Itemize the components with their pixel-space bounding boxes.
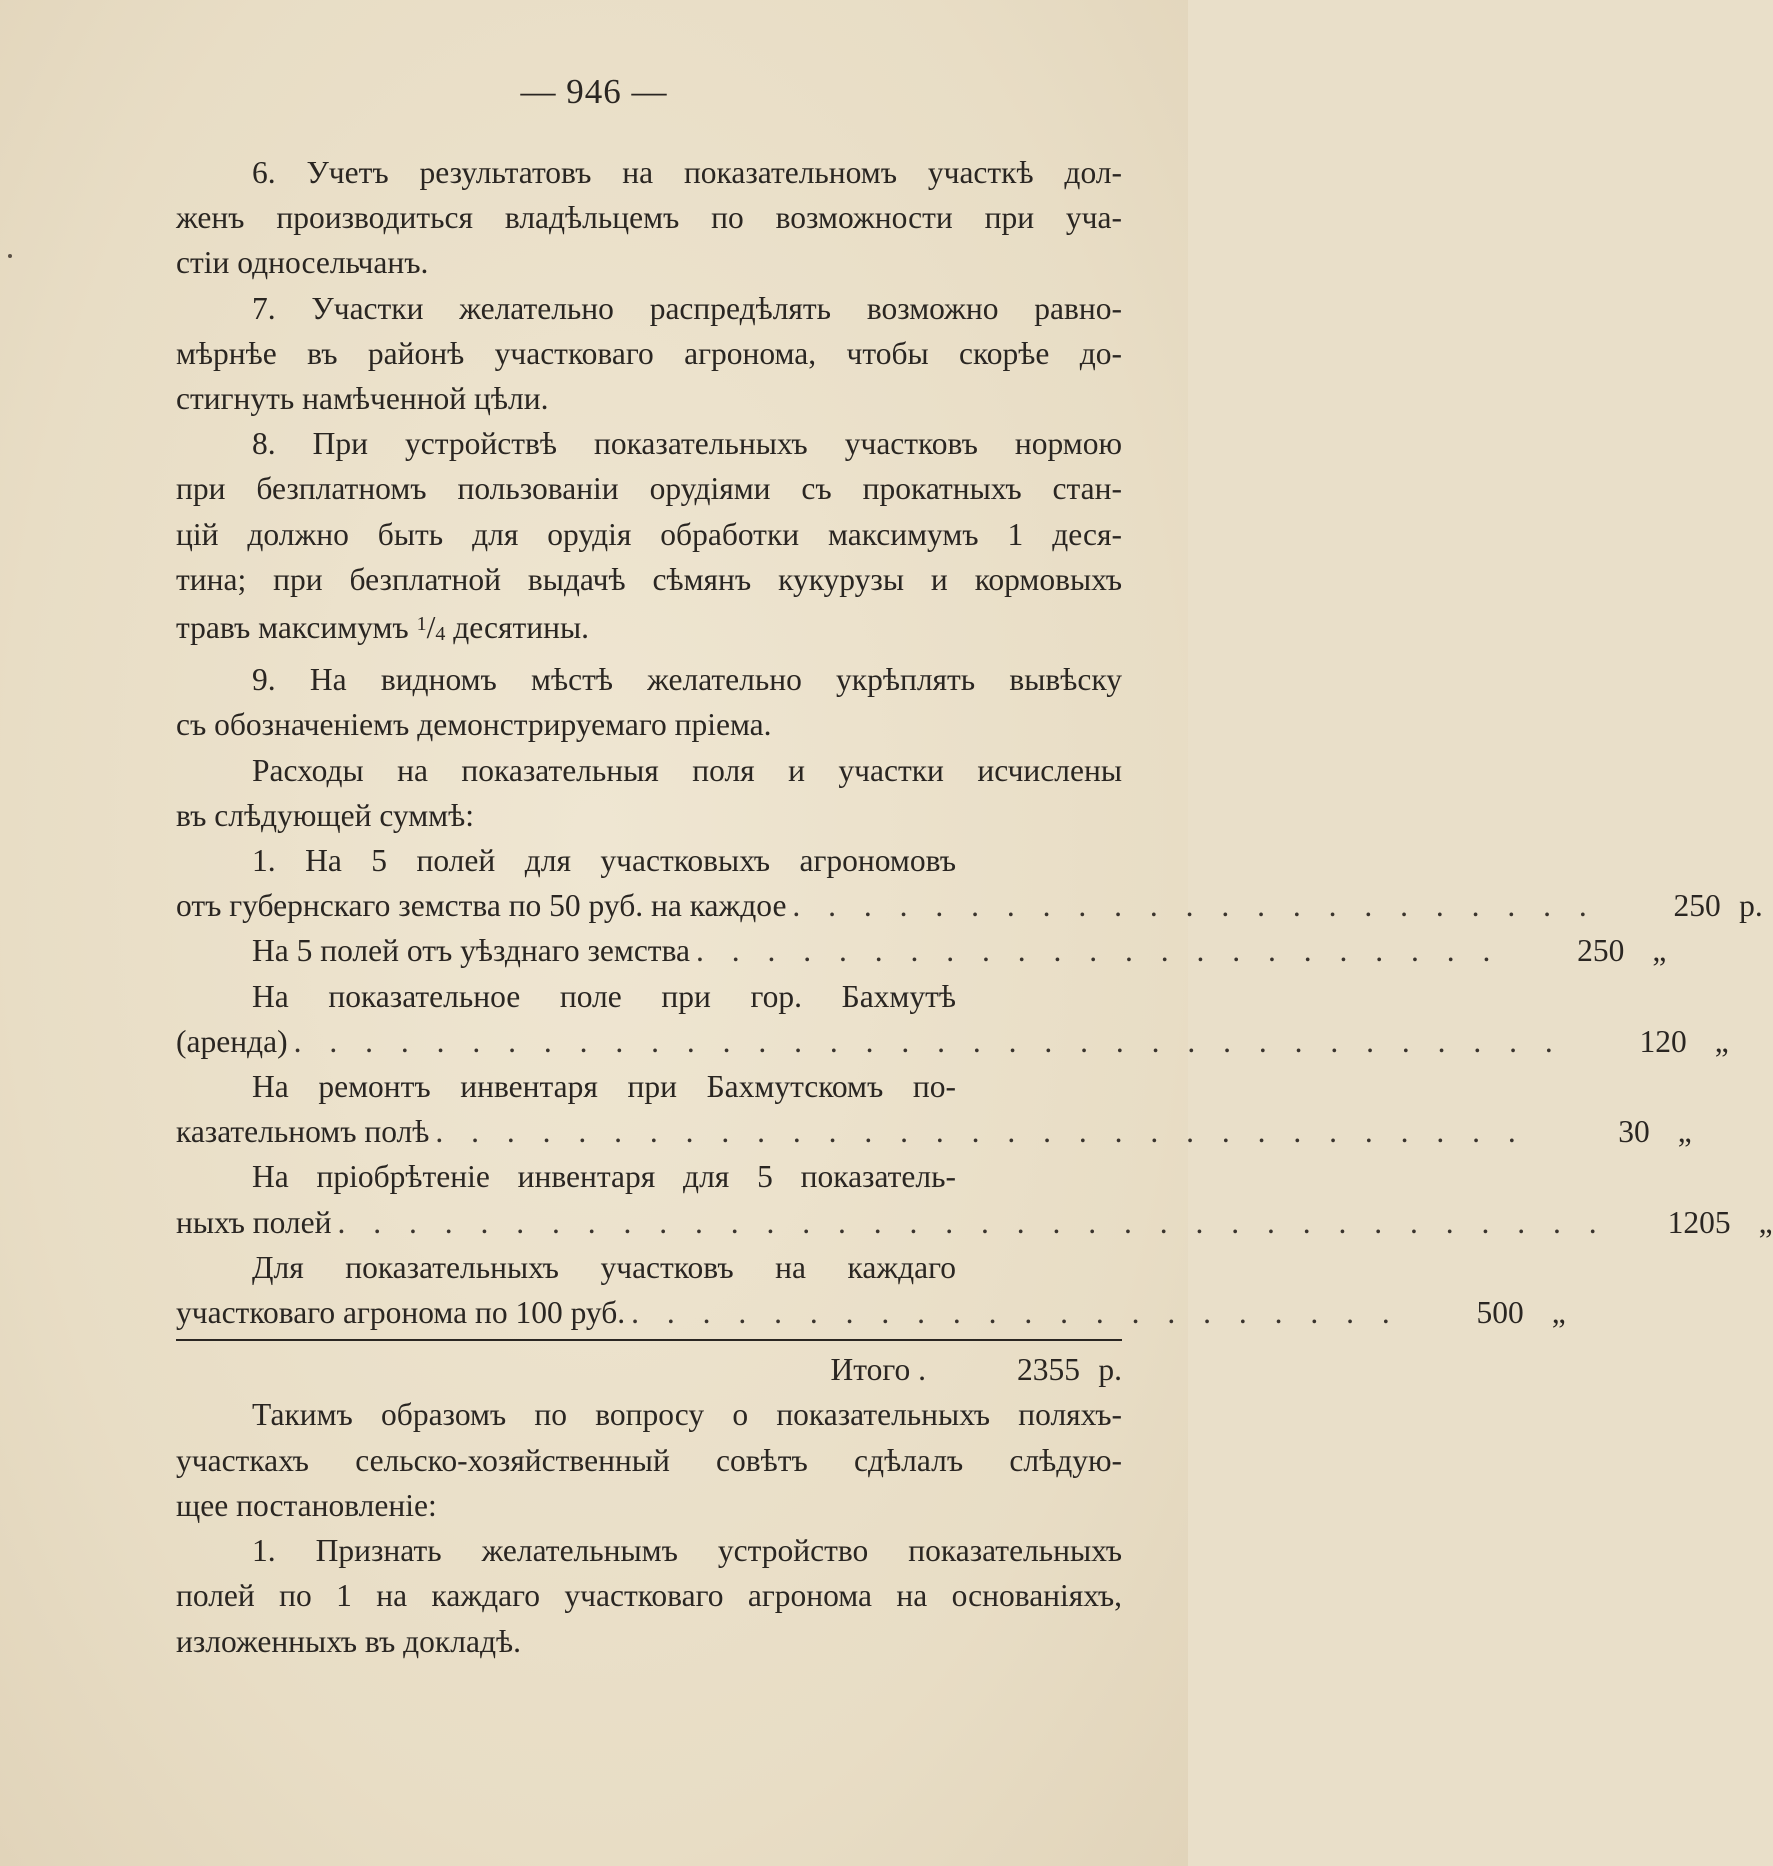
expense-entry: [176, 1064, 1692, 1154]
total-unit: р.: [1098, 1352, 1122, 1388]
page-number: — 946 —: [520, 72, 668, 111]
expense-row: [176, 883, 1763, 928]
page-body: [176, 150, 1773, 1664]
intro-line: Такимъ образомъ по вопросу о показательныхъ поляхъ-: [252, 1397, 1122, 1433]
leader-dots: . . . . . . . . . . . . . . . . . . . . . . . . . . . . . . .: [435, 1114, 1526, 1150]
expense-entry: [176, 974, 1729, 1064]
item-line: съ обозначеніемъ демонстрируемаго пріема.: [176, 707, 772, 743]
item-line: стигнуть намѣченной цѣли.: [176, 381, 549, 417]
item-line: 6. Учетъ результатовъ на показательномъ участкѣ дол-: [252, 155, 1122, 190]
expense-entry: [176, 1154, 1773, 1244]
item-7: [176, 286, 1122, 422]
item-line: 8. При устройствѣ показательныхъ участковъ нормою: [252, 426, 1122, 462]
expense-description: ныхъ полей: [176, 1204, 332, 1240]
expense-row: [176, 1290, 1566, 1335]
item-line: цій должно быть для орудія обработки максимумъ 1 деся-: [176, 516, 1122, 552]
resolution-line: изложенныхъ въ докладѣ.: [176, 1623, 521, 1659]
paper-speck: [8, 254, 12, 258]
expense-description: На показательное поле при гор. Бахмутѣ: [252, 978, 956, 1014]
expense-description: На пріобрѣтеніе инвентаря для 5 показатель-: [252, 1159, 956, 1195]
item-line: стіи односельчанъ.: [176, 245, 429, 281]
expense-description: отъ губернскаго земства по 50 руб. на каждое: [176, 888, 787, 924]
item-line: травъ максимумъ $^1/_4$ десятины.: [176, 610, 589, 646]
expense-unit: „: [1714, 1023, 1729, 1059]
expense-unit: „: [1551, 1295, 1566, 1331]
expense-description: участковаго агронома по 100 руб.: [176, 1295, 626, 1331]
resolution-line: полей по 1 на каждаго участковаго агронома на основаніяхъ,: [176, 1578, 1122, 1614]
expense-amount: 1205: [1667, 1204, 1731, 1240]
intro-line: въ слѣдующей суммѣ:: [176, 797, 474, 833]
expense-row: [176, 1019, 1729, 1064]
item-line: 7. Участки желательно распредѣлять возможно равно-: [252, 290, 1123, 326]
expense-description: Для показательныхъ участковъ на каждаго: [252, 1249, 956, 1285]
expense-unit: „: [1758, 1204, 1773, 1240]
item-9: [176, 657, 1122, 747]
expense-unit: „: [1677, 1114, 1692, 1150]
expense-amount: 120: [1639, 1023, 1687, 1059]
resolution-intro: [176, 1392, 1122, 1528]
expenses-table: [176, 838, 1773, 1392]
leader-dots: . . . . . . . . . . . . . . . . . . . . . . . . . . . . . . . . . . . .: [293, 1023, 1563, 1059]
intro-line: участкахъ сельско-хозяйственный совѣтъ сдѣлалъ слѣдую-: [176, 1442, 1122, 1478]
total-label: Итого .: [830, 1352, 926, 1388]
expense-amount: 30: [1618, 1114, 1650, 1150]
expense-entry: [176, 928, 1667, 973]
intro-line: щее постановленіе:: [176, 1487, 437, 1523]
fraction-numerator: 1: [416, 613, 427, 636]
item-8: [176, 421, 1122, 657]
intro-line: Расходы на показательныя поля и участки исчислены: [252, 752, 1122, 788]
leader-dots: . . . . . . . . . . . . . . . . . . . . . .: [631, 1295, 1400, 1331]
expenses-intro: [176, 748, 1122, 838]
item-line: при безплатномъ пользованіи орудіями съ прокатныхъ стан-: [176, 471, 1122, 507]
expense-description: На 5 полей отъ уѣзднаго земства: [252, 933, 691, 969]
total-row: [176, 1347, 1122, 1392]
expense-amount: 250: [1577, 933, 1625, 969]
expense-row: [176, 1109, 1692, 1154]
resolution-item-1: [176, 1528, 1122, 1664]
expense-row: [176, 928, 1667, 973]
item-line: 9. На видномъ мѣстѣ желательно укрѣплять вывѣску: [252, 662, 1122, 698]
item-6: [176, 150, 1122, 286]
expense-unit: р.: [1739, 888, 1763, 924]
fraction-denominator: 4: [435, 623, 446, 646]
total-amount: 2355: [1017, 1352, 1080, 1388]
resolution-line: 1. Признать желательнымъ устройство показательныхъ: [252, 1533, 1122, 1569]
item-line: мѣрнѣе въ районѣ участковаго агронома, чтобы скорѣе до-: [176, 335, 1122, 371]
expense-description: (аренда): [176, 1023, 288, 1059]
expense-row: [176, 1200, 1773, 1245]
item-line: тина; при безплатной выдачѣ сѣмянъ кукурузы и кормовыхъ: [176, 561, 1122, 597]
expense-description: На ремонтъ инвентаря при Бахмутскомъ по-: [252, 1069, 956, 1105]
leader-dots: . . . . . . . . . . . . . . . . . . . . . . .: [792, 888, 1597, 924]
expense-amount: 250: [1673, 888, 1721, 924]
expense-description: казательномъ полѣ: [176, 1114, 430, 1150]
leader-dots: . . . . . . . . . . . . . . . . . . . . . . . . . . . . . . . . . . . .: [337, 1204, 1607, 1240]
expense-entry: [176, 838, 1763, 928]
sum-rule: [176, 1339, 1122, 1341]
leader-dots: . . . . . . . . . . . . . . . . . . . . . . .: [696, 933, 1501, 969]
expense-amount: 500: [1476, 1295, 1524, 1331]
expense-unit: „: [1652, 933, 1667, 969]
expense-entry: [176, 1245, 1566, 1335]
item-line: женъ производиться владѣльцемъ по возможности при уча-: [176, 200, 1122, 236]
expense-description: 1. На 5 полей для участковыхъ агрономовъ: [252, 843, 956, 879]
